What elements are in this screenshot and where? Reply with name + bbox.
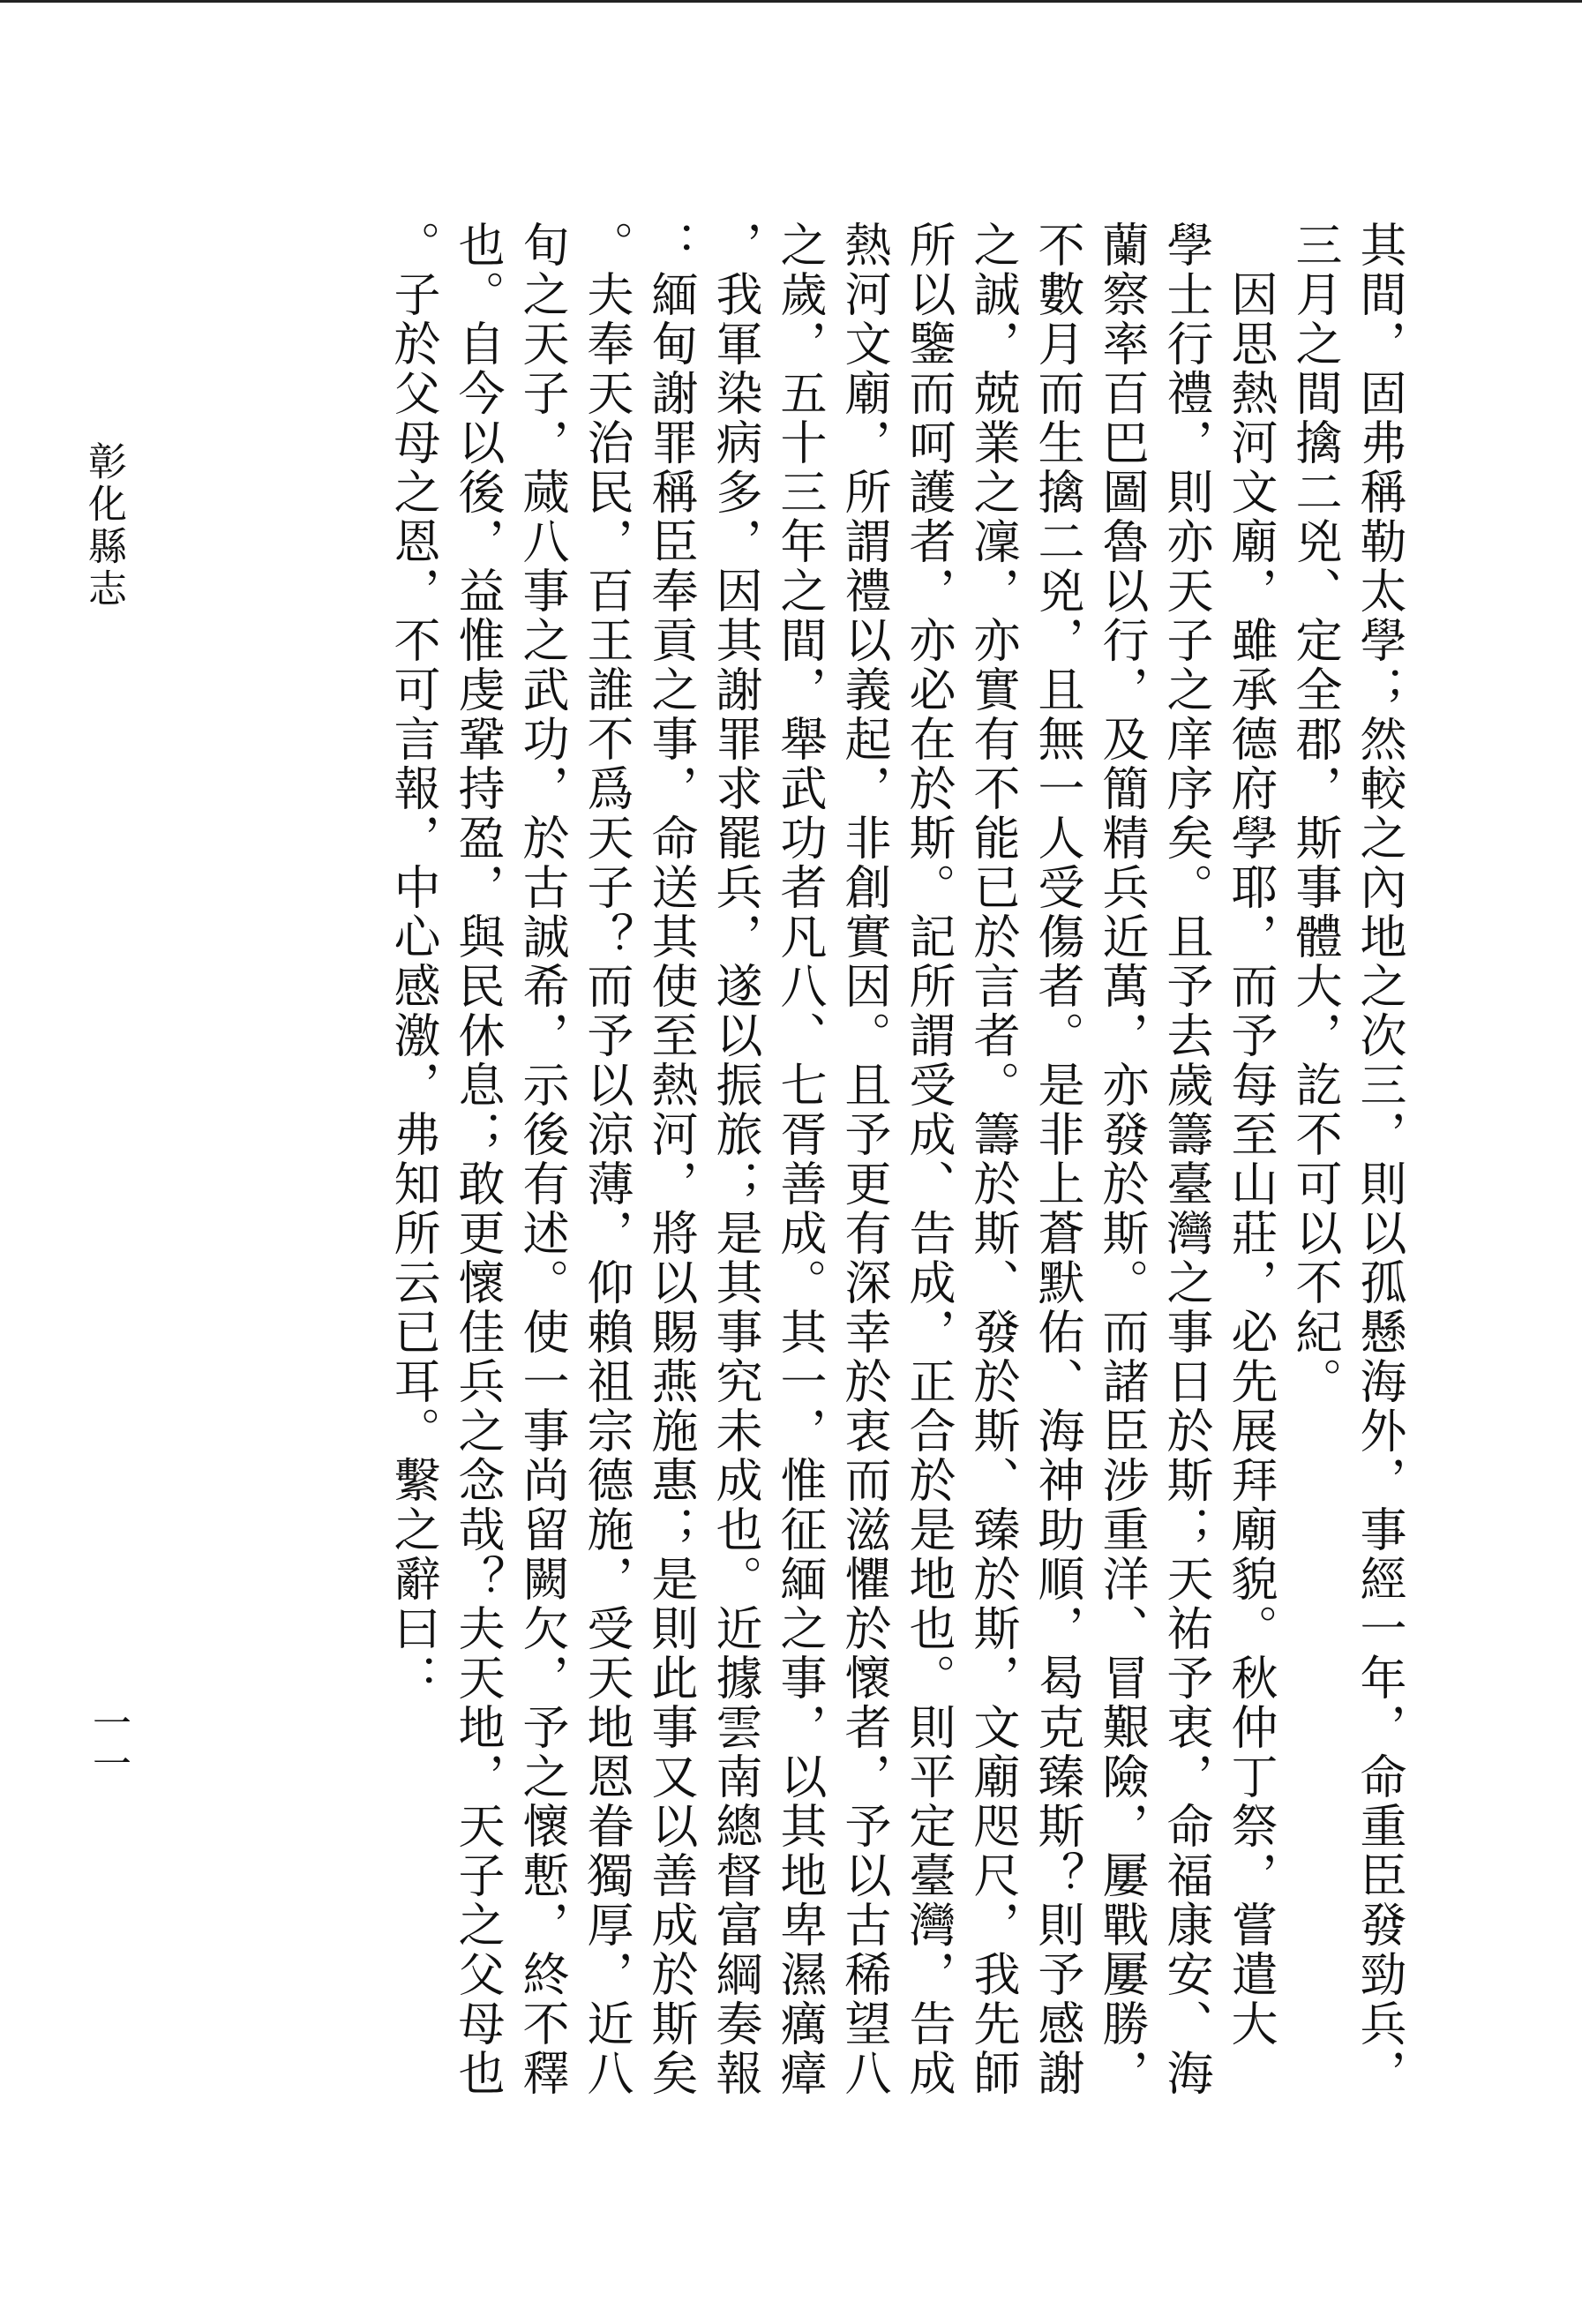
text-column: 之誠，兢業之凜，亦實有不能已於言者。籌於斯、發於斯、臻於斯，文廟咫尺，我先師	[966, 221, 1020, 2098]
text-column: 。子於父母之恩，不可言報，中心感激，弗知所云已耳。繫之辭曰：	[386, 221, 440, 1703]
text-column: 旬之天子，蒇八事之武功，於古誠希，示後有述。使一事尚留闕欠，予之懷慙，終不釋	[515, 221, 569, 2098]
text-column: 蘭察率百巴圖魯以行，及簡精兵近萬，亦發於斯。而諸臣涉重洋、冒艱險，屢戰屢勝，	[1095, 221, 1149, 2098]
text-column: 不數月而生擒二兇，且無一人受傷者。是非上蒼默佑、海神助順，曷克臻斯？則予感謝	[1031, 221, 1084, 2098]
text-column: 其間，固弗稱勒太學；然較之內地之次三，則以孤懸海外，事經一年，命重臣發勁兵，	[1353, 221, 1406, 2098]
text-column: 熱河文廟，所謂禮以義起，非創實因。且予更有深幸於衷而滋懼於懷者，予以古稀望八	[837, 221, 891, 2098]
text-column: 因思熱河文廟，雖承德府學耶，而予每至山莊，必先展拜廟貌。秋仲丁祭，嘗遣大	[1224, 221, 1278, 2049]
page-number: 一一	[86, 1703, 131, 1784]
text-columns	[168, 221, 1406, 2098]
text-column: 學士行禮，則亦天子之庠序矣。且予去歲籌臺灣之事日於斯；天祐予衷，命福康安、海	[1159, 221, 1213, 2098]
text-column: ，我軍染病多，因其謝罪求罷兵，遂以振旅；是其事究未成也。近據雲南總督富綱奏報	[709, 221, 762, 2098]
text-column: 之歲，五十三年之間，舉武功者凡八、七胥善成。其一，惟征緬之事，以其地卑濕癘瘴	[773, 221, 827, 2098]
page-body	[168, 221, 1406, 2098]
text-column: ：緬甸謝罪稱臣奉貢之事，命送其使至熱河，將以賜燕施惠；是則此事又以善成於斯矣	[644, 221, 698, 2098]
text-column: 三月之間擒二兇、定全郡，斯事體大，訖不可以不紀。	[1288, 221, 1342, 1406]
text-column: 。夫奉天治民，百王誰不爲天子？而予以涼薄，仰賴祖宗德施，受天地恩眷獨厚，近八	[580, 221, 634, 2098]
running-head: 彰化縣志	[81, 441, 126, 611]
top-border-line	[0, 0, 1582, 3]
text-column: 也。自今以後，益惟虔鞏持盈，與民休息；敢更懷佳兵之念哉？夫天地，天子之父母也	[451, 221, 505, 2098]
text-column: 所以鑒而呵護者，亦必在於斯。記所謂受成、告成，正合於是地也。則平定臺灣，告成	[902, 221, 956, 2098]
